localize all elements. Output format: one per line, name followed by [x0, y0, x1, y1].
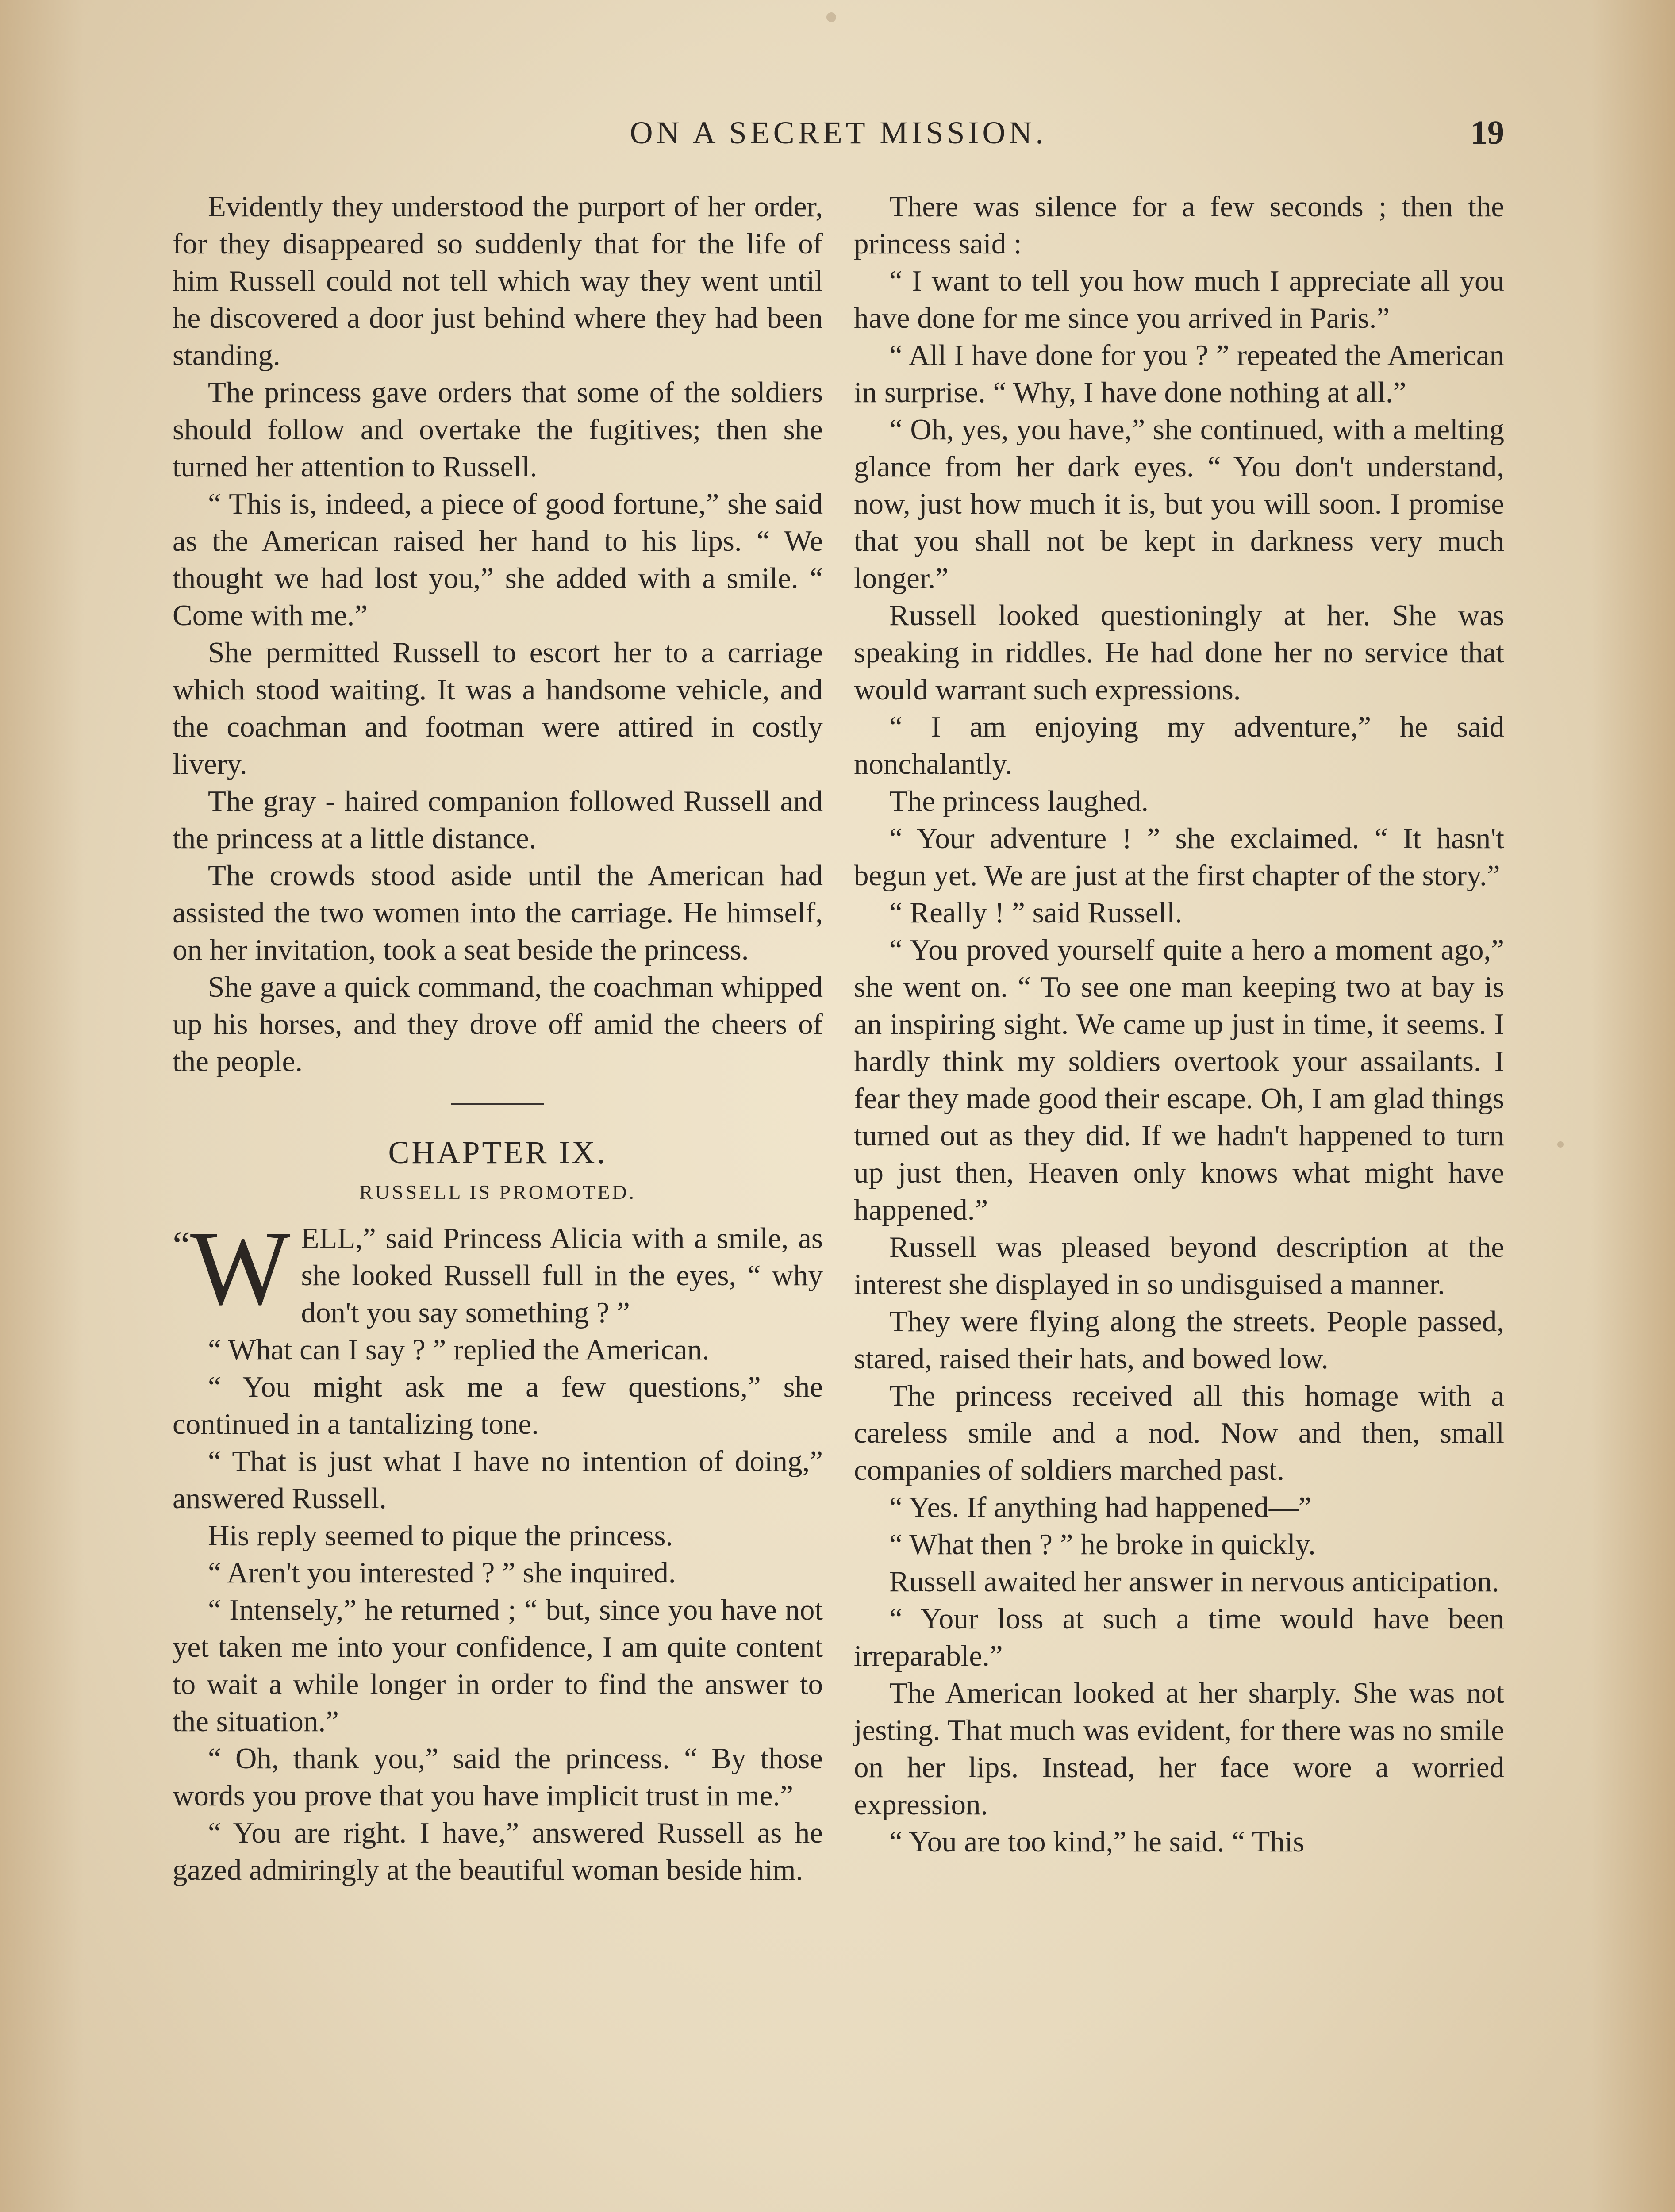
- paragraph: The American looked at her sharply. She was not jesting. That much was evident, for there was no smile on her lips. Instead, her face wore a worried expression.: [854, 1677, 1504, 1821]
- paragraph: They were flying along the streets. People passed, stared, raised their hats, and bowed low.: [854, 1305, 1504, 1375]
- paragraph: “ You might ask me a few questions,” she continued in a tantalizing tone.: [173, 1371, 823, 1440]
- paragraph: “ Aren't you interested ? ” she inquired.: [208, 1556, 676, 1589]
- paragraph: “ All I have done for you ? ” repeated the American in surprise. “ Why, I have done nothing at all.”: [854, 339, 1504, 409]
- paragraph: “ Intensely,” he returned ; “ but, since you have not yet taken me into your confidence, I am quite content to wait a while longer in order to find the answer to the situation.”: [173, 1594, 823, 1738]
- drop-cap-letter: W: [190, 1209, 291, 1327]
- paragraph: “ You are right. I have,” answered Russell as he gazed admiringly at the beautiful woman beside him.: [173, 1816, 823, 1886]
- paragraph: “ Oh, thank you,” said the princess. “ By those words you prove that you have implicit trust in me.”: [173, 1742, 823, 1812]
- paragraph: “ You are too kind,” he said. “ This: [889, 1825, 1305, 1858]
- paragraph: “ Oh, yes, you have,” she continued, with a melting glance from her dark eyes. “ You don't understand, now, just how much it is, but you will soon. I promise that you shall not be kept in darkness very much longer.”: [854, 413, 1504, 595]
- paragraph: The princess gave orders that some of the soldiers should follow and overtake the fugitives; then she turned her attention to Russell.: [173, 376, 823, 483]
- paragraph: “ Yes. If anything had happened—”: [889, 1491, 1312, 1524]
- paragraph: Russell awaited her answer in nervous anticipation.: [889, 1565, 1499, 1598]
- page-number: 19: [1471, 114, 1504, 151]
- running-head: ON A SECRET MISSION.: [630, 115, 1047, 150]
- paragraph: “ Your adventure ! ” she exclaimed. “ It hasn't begun yet. We are just at the first chapter of the story.”: [854, 822, 1504, 892]
- paragraph: The princess received all this homage with a careless smile and a nod. Now and then, small companies of soldiers marched past.: [854, 1379, 1504, 1486]
- paragraph: There was silence for a few seconds ; then the princess said :: [854, 190, 1504, 260]
- chapter-title: CHAPTER IX.: [388, 1135, 607, 1170]
- paragraph: “ I want to tell you how much I appreciate all you have done for me since you arrived in Paris.”: [854, 265, 1504, 334]
- left-column: [173, 188, 823, 1889]
- paragraph: “ That is just what I have no intention of doing,” answered Russell.: [173, 1445, 823, 1515]
- paragraph: She gave a quick command, the coachman whipped up his horses, and they drove off amid the cheers of the people.: [173, 971, 823, 1078]
- paragraph: She permitted Russell to escort her to a carriage which stood waiting. It was a handsome vehicle, and the coachman and footman were attired in costly livery.: [173, 636, 823, 780]
- drop-cap-quote: “: [173, 1224, 190, 1267]
- paragraph: “ What can I say ? ” replied the American.: [208, 1333, 710, 1366]
- paragraph: Russell was pleased beyond description at the interest she displayed in so undisguised a manner.: [854, 1231, 1504, 1301]
- paper-spot: [826, 12, 836, 22]
- paragraph: His reply seemed to pique the princess.: [208, 1519, 673, 1552]
- paragraph: “ Really ! ” said Russell.: [889, 896, 1183, 929]
- paragraph: The crowds stood aside until the American had assisted the two women into the carriage. He himself, on her invitation, took a seat beside the princess.: [173, 859, 823, 966]
- paragraph: “ This is, indeed, a piece of good fortune,” she said as the American raised her hand to his lips. “ We thought we had lost you,” she added with a smile. “ Come with me.”: [173, 488, 823, 632]
- drop-cap: [173, 1209, 291, 1327]
- page-header: [173, 111, 1504, 164]
- paragraph: “ I am enjoying my adventure,” he said nonchalantly.: [854, 710, 1504, 780]
- paragraph: The gray - haired companion followed Russell and the princess at a little distance.: [173, 785, 823, 855]
- paragraph: Russell looked questioningly at her. She was speaking in riddles. He had done her no service that would warrant such expressions.: [854, 599, 1504, 706]
- right-column: [854, 188, 1504, 1860]
- opening-paragraph-text: ELL,” said Princess Alicia with a smile, as she looked Russell full in the eyes, “ why don't you say something ? ”: [301, 1222, 823, 1329]
- paragraph: The princess laughed.: [889, 785, 1149, 818]
- paper-spot: [1557, 1141, 1564, 1148]
- paragraph: “ Your loss at such a time would have been irreparable.”: [854, 1602, 1504, 1672]
- chapter-subtitle: RUSSELL IS PROMOTED.: [359, 1181, 637, 1203]
- paragraph: Evidently they understood the purport of her order, for they disappeared so suddenly that for the life of him Russell could not tell which way they went until he discovered a door just behind where they had been standing.: [173, 190, 823, 372]
- paragraph: “ You proved yourself quite a hero a moment ago,” she went on. “ To see one man keeping two at bay is an inspiring sight. We came up just in time, it seems. I hardly think my soldiers overtook your assailants. I fear they made good their escape. Oh, I am glad things turned out as they did. If we hadn't happened to turn up just then, Heaven only knows what might have happened.”: [854, 933, 1504, 1226]
- chapter-opening-paragraph: [173, 1209, 823, 1331]
- paragraph: “ What then ? ” he broke in quickly.: [889, 1528, 1316, 1561]
- section-divider: [451, 1103, 544, 1105]
